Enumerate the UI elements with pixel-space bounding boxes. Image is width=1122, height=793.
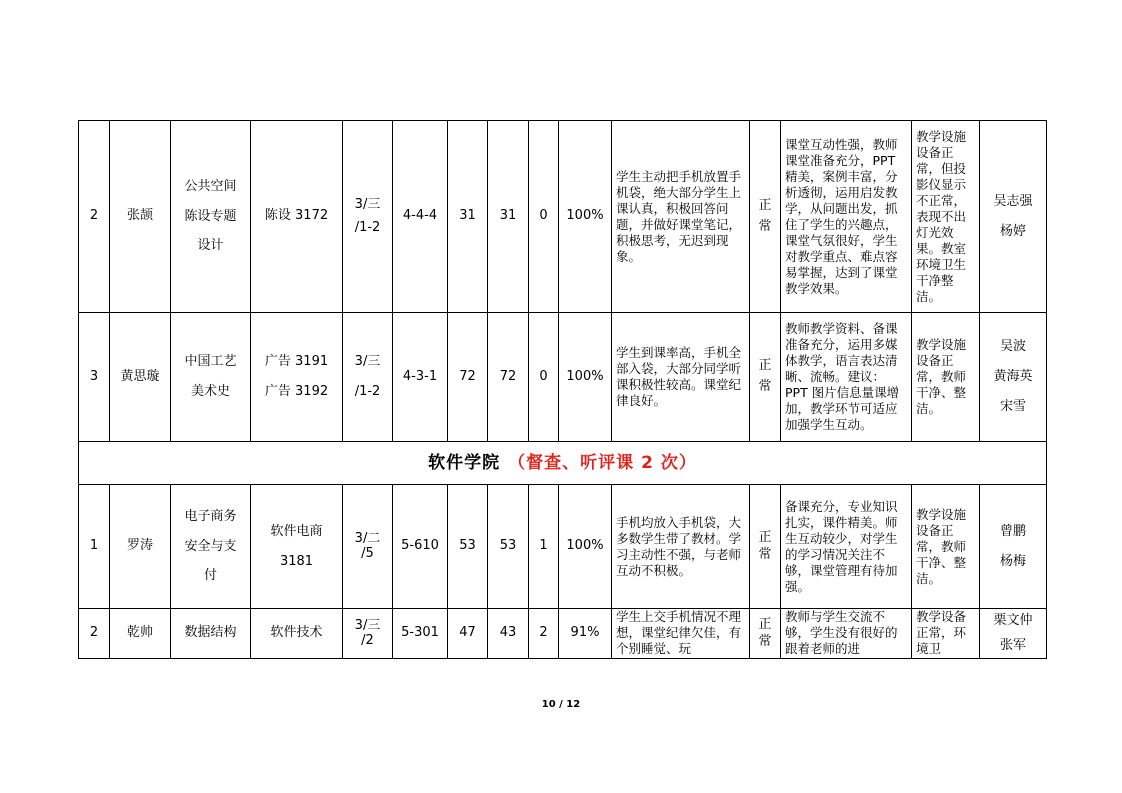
course-cell: 电子商务 安全与支 付 bbox=[171, 485, 251, 609]
status-cell: 正常 bbox=[750, 313, 781, 442]
course-cell: 公共空间 陈设专题 设计 bbox=[171, 121, 251, 313]
week-cell: 3/二 /5 bbox=[343, 485, 393, 609]
facility-eval-cell: 教学设施设备正常，教师干净、整洁。 bbox=[912, 485, 980, 609]
section-header-row bbox=[79, 442, 1047, 485]
row-number-cell: 1 bbox=[79, 485, 110, 609]
row-number-cell: 2 bbox=[79, 609, 110, 659]
table-row bbox=[79, 485, 1047, 609]
room-cell: 5-610 bbox=[393, 485, 448, 609]
section-name: 软件学院 bbox=[428, 452, 501, 473]
table-row bbox=[79, 121, 1047, 313]
expected-count-cell: 47 bbox=[448, 609, 488, 659]
attendance-rate-cell: 100% bbox=[559, 485, 612, 609]
facility-eval-cell: 教学设备正常，环境卫 bbox=[912, 609, 980, 659]
absent-count-cell: 1 bbox=[529, 485, 559, 609]
absent-count-cell: 2 bbox=[529, 609, 559, 659]
teaching-eval-cell: 课堂互动性强，教师课堂准备充分，PPT 精美，案例丰富，分析透彻，运用启发教学，从问题出发，抓住了学生的兴趣点，课堂气氛很好，学生对教学重点、难点容易掌握，达到了课堂教学效果。 bbox=[781, 121, 912, 313]
inspection-table bbox=[78, 120, 1047, 659]
expected-count-cell: 31 bbox=[448, 121, 488, 313]
course-cell: 数据结构 bbox=[171, 609, 251, 659]
facility-eval-cell: 教学设施设备正常，教师干净、整洁。 bbox=[912, 313, 980, 442]
inspectors-cell: 栗文仲 张军 bbox=[980, 609, 1047, 659]
section-note: （督查、听评课 2 次） bbox=[508, 452, 697, 473]
row-number-cell: 2 bbox=[79, 121, 110, 313]
table-row bbox=[79, 313, 1047, 442]
teaching-eval-cell: 备课充分，专业知识扎实，课件精美。师生互动较少，对学生的学习情况关注不够，课堂管理有待加强。 bbox=[781, 485, 912, 609]
student-eval-cell: 学生上交手机情况不理想，课堂纪律欠佳，有个别睡觉、玩 bbox=[612, 609, 750, 659]
student-eval-cell: 学生到课率高，手机全部入袋，大部分同学听课积极性较高。课堂纪律良好。 bbox=[612, 313, 750, 442]
teacher-cell: 乾帅 bbox=[110, 609, 171, 659]
class-cell: 软件电商 3181 bbox=[251, 485, 343, 609]
section-header bbox=[79, 442, 1047, 485]
week-cell: 3/三 /2 bbox=[343, 609, 393, 659]
teaching-eval-cell: 教师与学生交流不够，学生没有很好的跟着老师的进 bbox=[781, 609, 912, 659]
attendance-rate-cell: 100% bbox=[559, 121, 612, 313]
inspectors-cell: 吴波 黄海英 宋雪 bbox=[980, 313, 1047, 442]
student-eval-cell: 手机均放入手机袋，大多数学生带了教材。学习主动性不强，与老师互动不积极。 bbox=[612, 485, 750, 609]
expected-count-cell: 72 bbox=[448, 313, 488, 442]
absent-count-cell: 0 bbox=[529, 313, 559, 442]
room-cell: 4-3-1 bbox=[393, 313, 448, 442]
attendance-rate-cell: 100% bbox=[559, 313, 612, 442]
teacher-cell: 罗涛 bbox=[110, 485, 171, 609]
room-cell: 4-4-4 bbox=[393, 121, 448, 313]
inspectors-cell: 曾鹏 杨梅 bbox=[980, 485, 1047, 609]
actual-count-cell: 31 bbox=[488, 121, 529, 313]
class-cell: 广告 3191 广告 3192 bbox=[251, 313, 343, 442]
teaching-eval-cell: 教师教学资料、备课准备充分，运用多媒体教学，语言表达清晰、流畅。建议：PPT 图片信息量课增加，教学环节可适应加强学生互动。 bbox=[781, 313, 912, 442]
row-number-cell: 3 bbox=[79, 313, 110, 442]
teacher-cell: 张颉 bbox=[110, 121, 171, 313]
absent-count-cell: 0 bbox=[529, 121, 559, 313]
status-cell: 正常 bbox=[750, 485, 781, 609]
student-eval-cell: 学生主动把手机放置手机袋，绝大部分学生上课认真，积极回答问题，并做好课堂笔记，积极思考，无迟到现象。 bbox=[612, 121, 750, 313]
table-row bbox=[79, 609, 1047, 659]
course-cell: 中国工艺 美术史 bbox=[171, 313, 251, 442]
week-cell: 3/三 /1-2 bbox=[343, 121, 393, 313]
status-cell: 正常 bbox=[750, 609, 781, 659]
actual-count-cell: 72 bbox=[488, 313, 529, 442]
room-cell: 5-301 bbox=[393, 609, 448, 659]
inspectors-cell: 吴志强 杨婷 bbox=[980, 121, 1047, 313]
attendance-rate-cell: 91% bbox=[559, 609, 612, 659]
actual-count-cell: 53 bbox=[488, 485, 529, 609]
week-cell: 3/三 /1-2 bbox=[343, 313, 393, 442]
page-number: 10 / 12 bbox=[541, 699, 581, 710]
status-cell: 正常 bbox=[750, 121, 781, 313]
class-cell: 软件技术 bbox=[251, 609, 343, 659]
expected-count-cell: 53 bbox=[448, 485, 488, 609]
class-cell: 陈设 3172 bbox=[251, 121, 343, 313]
facility-eval-cell: 教学设施设备正常，但投影仪显示不正常，表现不出灯光效果。教室环境卫生干净整洁。 bbox=[912, 121, 980, 313]
teacher-cell: 黄思璇 bbox=[110, 313, 171, 442]
actual-count-cell: 43 bbox=[488, 609, 529, 659]
